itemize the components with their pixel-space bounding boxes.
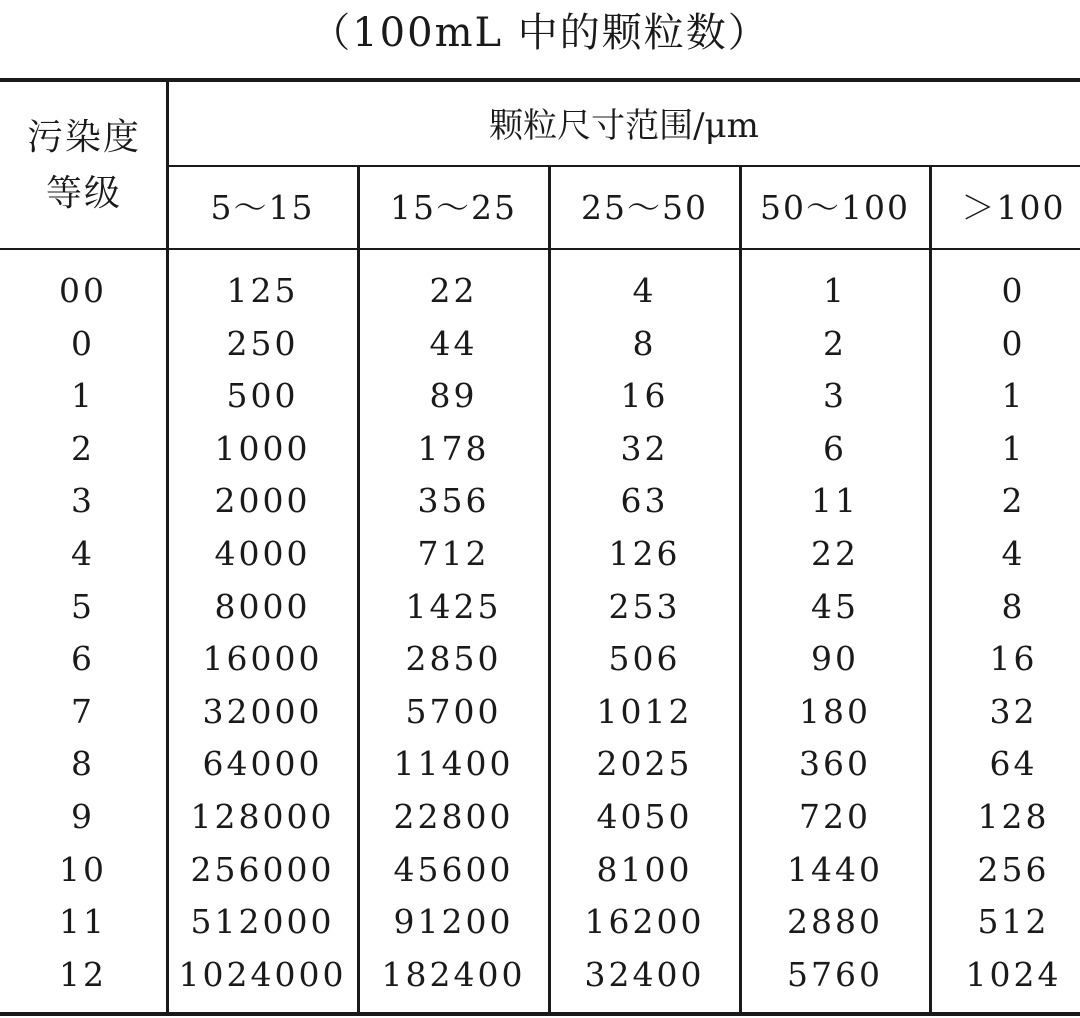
grade-cell: 9: [71, 797, 95, 836]
particle-count-cell: 125: [226, 271, 299, 310]
particle-count-cell: 5760: [787, 955, 883, 994]
particle-count-cell: 356: [417, 481, 490, 520]
particle-count-cell: 91200: [393, 902, 514, 941]
grade-cell: 0: [71, 324, 95, 363]
particle-count-cell: 4: [632, 271, 657, 310]
particle-count-cell: 2850: [405, 639, 502, 678]
particle-count-cell: 16: [620, 376, 669, 415]
particle-count-cell: 32000: [202, 692, 323, 731]
table-top-rule: [0, 78, 1080, 82]
particle-count-cell: 500: [226, 376, 299, 415]
particle-count-cell: 1: [1001, 429, 1026, 468]
particle-count-cell: 2000: [214, 481, 311, 520]
particle-count-cell: 2: [1001, 481, 1026, 520]
size-range-column-header: 25～50: [581, 188, 708, 227]
grade-cell: 10: [59, 850, 107, 889]
particle-size-range-header: 颗粒尺寸范围/μm: [489, 106, 759, 146]
particle-count-cell: 4050: [596, 797, 693, 836]
particle-count-cell: 128000: [190, 797, 335, 836]
particle-count-cell: 8000: [214, 587, 311, 626]
grade-cell: 1: [71, 376, 95, 415]
particle-count-cell: 253: [608, 587, 681, 626]
particle-count-cell: 126: [608, 534, 681, 573]
particle-count-cell: 8: [1001, 587, 1026, 626]
particle-count-cell: 16: [989, 639, 1038, 678]
particle-count-cell: 90: [811, 639, 859, 678]
grade-cell: 3: [71, 481, 95, 520]
particle-count-cell: 22: [429, 271, 478, 310]
particle-count-cell: 1024: [965, 955, 1062, 994]
row-header: [0, 110, 168, 222]
grade-cell: 4: [71, 534, 95, 573]
header-body-divider: [0, 248, 1080, 250]
particle-count-cell: 512: [977, 902, 1050, 941]
particle-count-cell: 4: [1001, 534, 1026, 573]
particle-count-cell: 250: [226, 324, 299, 363]
particle-count-cell: 16000: [202, 639, 323, 678]
particle-count-cell: 1425: [405, 587, 502, 626]
particle-count-cell: 712: [417, 534, 490, 573]
particle-count-cell: 2880: [787, 902, 883, 941]
particle-count-cell: 32: [989, 692, 1038, 731]
particle-count-cell: 1012: [596, 692, 693, 731]
grade-cell: 5: [71, 587, 95, 626]
particle-count-cell: 11400: [393, 744, 514, 783]
particle-count-cell: 1440: [787, 850, 883, 889]
size-range-column-header: 5～15: [210, 188, 315, 227]
particle-count-cell: 63: [620, 481, 669, 520]
particle-count-cell: 1000: [214, 429, 311, 468]
grade-cell: 8: [71, 744, 95, 783]
particle-count-cell: 22: [811, 534, 859, 573]
table-bottom-rule: [0, 1012, 1080, 1016]
particle-count-cell: 1: [823, 271, 847, 310]
row-header-line1: 污染度: [26, 117, 141, 158]
particle-count-cell: 8: [632, 324, 657, 363]
grade-cell: 11: [59, 902, 107, 941]
particle-count-cell: 44: [429, 324, 478, 363]
particle-count-cell: 64000: [202, 744, 323, 783]
particle-count-cell: 3: [823, 376, 847, 415]
column-divider: [929, 166, 932, 1012]
size-range-column-header: 15～25: [390, 188, 517, 227]
particle-count-cell: 16200: [584, 902, 705, 941]
table-caption: （100mL 中的颗粒数）: [310, 10, 770, 56]
particle-count-cell: 182400: [381, 955, 526, 994]
grade-cell: 00: [59, 271, 107, 310]
particle-count-cell: 2025: [596, 744, 693, 783]
grade-cell: 7: [71, 692, 95, 731]
particle-count-cell: 32400: [584, 955, 705, 994]
particle-count-cell: 22800: [393, 797, 514, 836]
particle-count-cell: 5700: [405, 692, 502, 731]
particle-count-cell: 45600: [393, 850, 514, 889]
particle-count-cell: 256: [977, 850, 1050, 889]
particle-count-cell: 64: [989, 744, 1038, 783]
particle-count-cell: 128: [977, 797, 1050, 836]
grade-cell: 12: [59, 955, 107, 994]
particle-count-cell: 45: [811, 587, 859, 626]
particle-count-cell: 4000: [214, 534, 311, 573]
group-header-divider: [168, 165, 1080, 167]
particle-count-cell: 1024000: [178, 955, 347, 994]
particle-count-cell: 180: [799, 692, 871, 731]
row-header-line2: 等级: [45, 173, 122, 214]
particle-count-cell: 6: [823, 429, 847, 468]
particle-count-cell: 2: [823, 324, 847, 363]
particle-count-cell: 89: [429, 376, 478, 415]
particle-count-cell: 0: [1001, 324, 1026, 363]
particle-count-cell: 360: [799, 744, 871, 783]
particle-count-cell: 1: [1001, 376, 1026, 415]
particle-count-cell: 506: [608, 639, 681, 678]
particle-count-cell: 720: [799, 797, 871, 836]
grade-cell: 6: [71, 639, 95, 678]
particle-count-cell: 11: [811, 481, 859, 520]
grade-cell: 2: [71, 429, 95, 468]
particle-count-cell: 0: [1001, 271, 1026, 310]
particle-count-cell: 32: [620, 429, 669, 468]
particle-count-cell: 512000: [190, 902, 335, 941]
particle-count-cell: 178: [417, 429, 490, 468]
particle-count-cell: 256000: [190, 850, 335, 889]
particle-count-cell: 8100: [596, 850, 693, 889]
size-range-column-header: 50～100: [760, 188, 910, 227]
size-range-column-header: ＞100: [961, 188, 1066, 227]
